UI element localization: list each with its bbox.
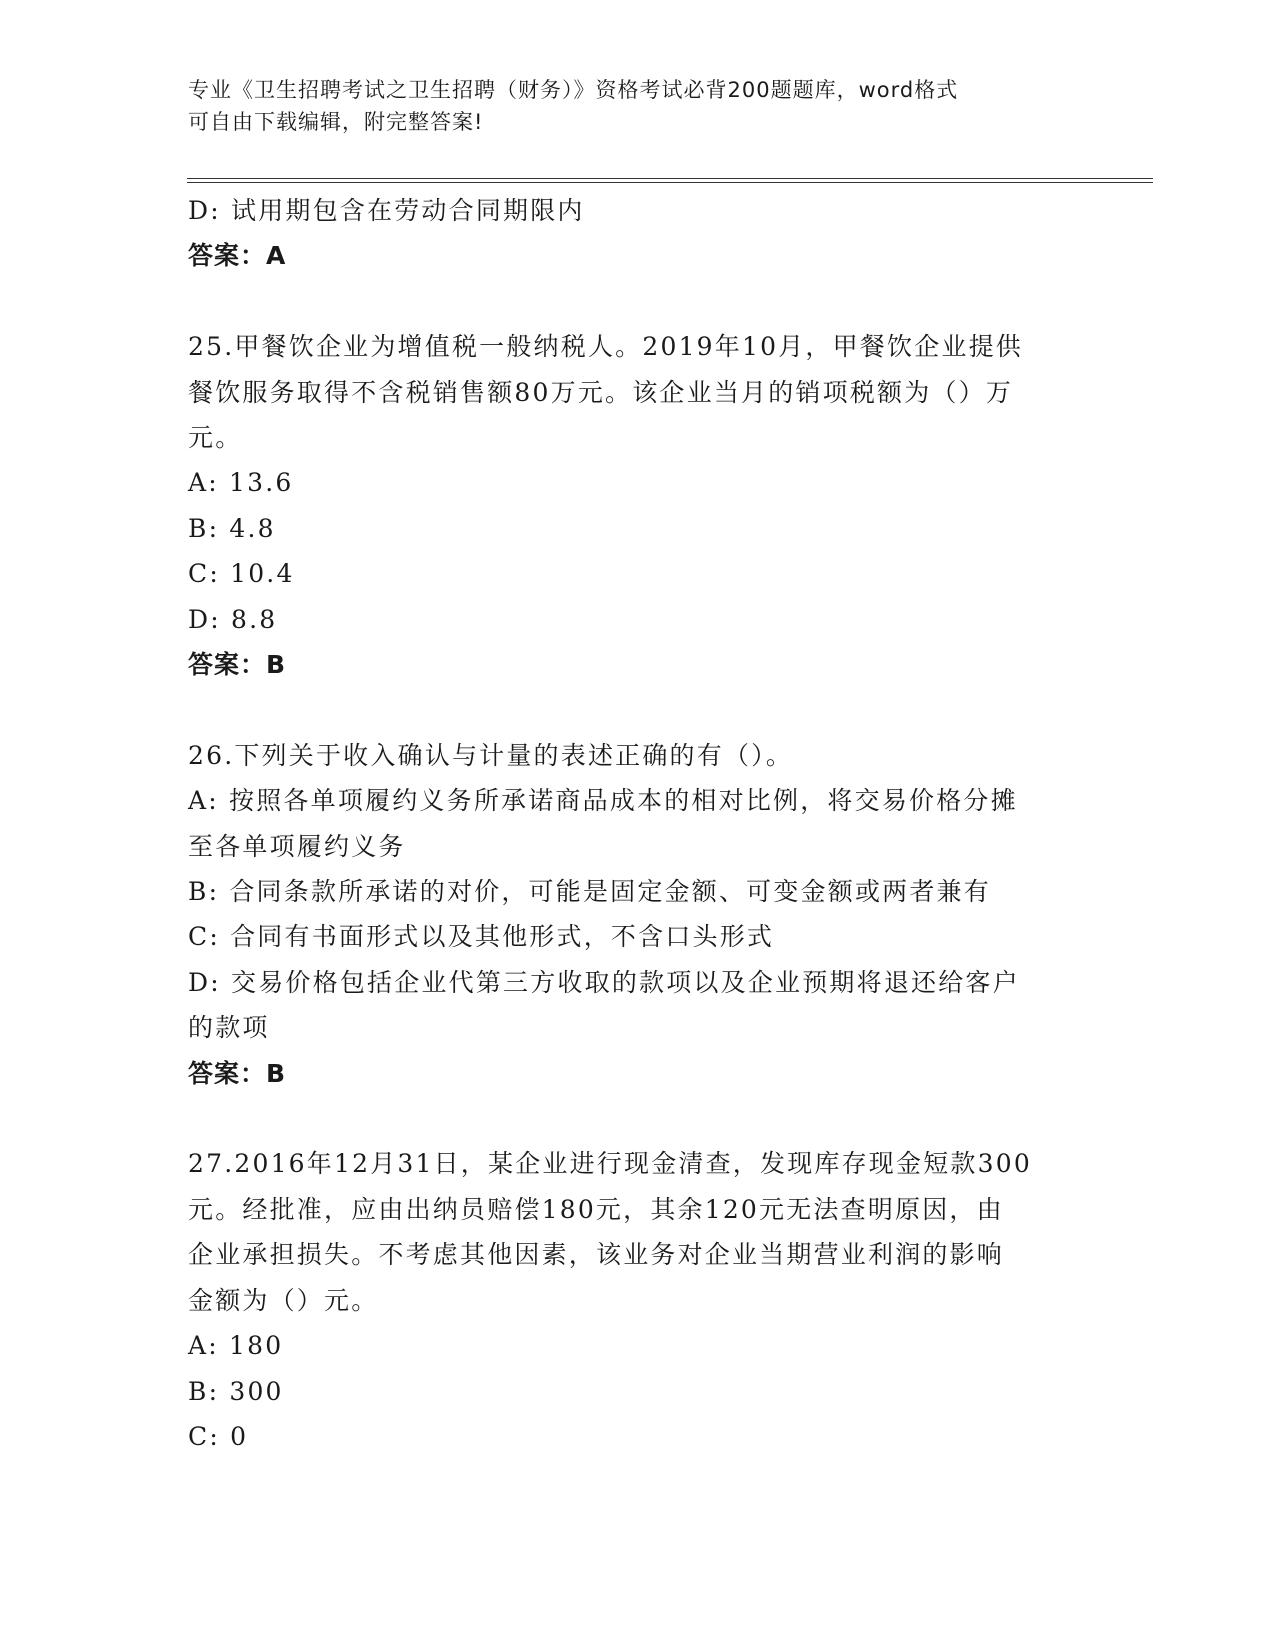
option-text: 至各单项履约义务 <box>188 831 406 861</box>
header-divider-top <box>187 178 1153 179</box>
option-text: 的款项 <box>188 1013 270 1043</box>
header-title-line-2: 可自由下载编辑，附完整答案! <box>188 110 484 134</box>
block-spacer <box>188 687 1088 732</box>
question-text: 餐饮服务取得不含税销售额80万元。该企业当月的销项税额为（）万 <box>188 377 1014 407</box>
option-text: A: 按照各单项履约义务所承诺商品成本的相对比例，将交易价格分摊 <box>188 786 1018 816</box>
question-text: 元。经批准，应由出纳员赔偿180元，其余120元无法查明原因，由 <box>188 1194 1004 1224</box>
block-spacer <box>188 1096 1088 1141</box>
question-content <box>188 188 1088 1459</box>
option-text: B: 4.8 <box>188 513 276 543</box>
header-divider-bottom <box>187 182 1153 183</box>
page-header <box>188 74 1068 138</box>
option-text: A: 13.6 <box>188 468 294 498</box>
question-text: 企业承担损失。不考虑其他因素，该业务对企业当期营业利润的影响 <box>188 1240 1005 1270</box>
option-text: D: 8.8 <box>188 604 278 634</box>
question-text: 金额为（）元。 <box>188 1285 379 1315</box>
question-text: 27.2016年12月31日，某企业进行现金清查，发现库存现金短款300 <box>188 1149 1032 1179</box>
option-text: D: 试用期包含在劳动合同期限内 <box>188 196 585 225</box>
header-title-line-1: 专业《卫生招聘考试之卫生招聘（财务）》资格考试必背200题题库，word格式 <box>188 78 959 102</box>
question-text: 25.甲餐饮企业为增值税一般纳税人。2019年10月，甲餐饮企业提供 <box>188 332 1023 362</box>
answer-line: 答案：B <box>188 1058 287 1088</box>
option-text: D: 交易价格包括企业代第三方收取的款项以及企业预期将退还给客户 <box>188 967 1020 997</box>
option-text: C: 合同有书面形式以及其他形式，不含口头形式 <box>188 922 775 952</box>
block-spacer <box>188 279 1088 324</box>
option-text: C: 10.4 <box>188 559 295 589</box>
answer-line: 答案：A <box>188 241 287 271</box>
option-text: B: 合同条款所承诺的对价，可能是固定金额、可变金额或两者兼有 <box>188 877 991 907</box>
option-text: B: 300 <box>188 1376 284 1406</box>
question-text: 26.下列关于收入确认与计量的表述正确的有（）。 <box>188 740 794 770</box>
option-text: A: 180 <box>188 1331 284 1361</box>
option-text: C: 0 <box>188 1421 249 1451</box>
answer-line: 答案：B <box>188 650 287 680</box>
question-text: 元。 <box>188 423 243 453</box>
